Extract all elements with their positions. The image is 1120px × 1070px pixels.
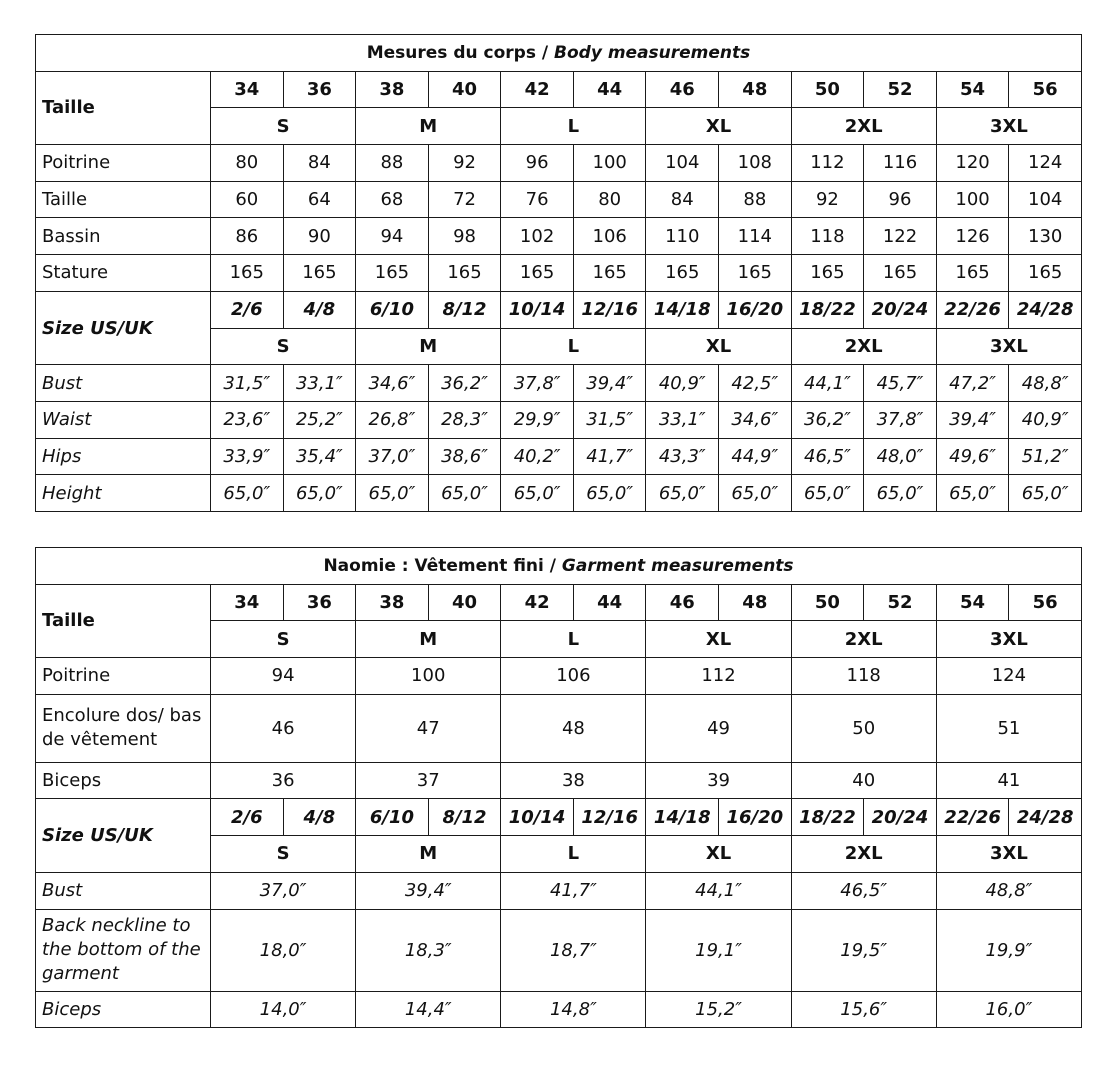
value-cell: 49	[646, 694, 791, 762]
value-cell: 48,8″	[936, 872, 1081, 909]
value-cell: 40,2″	[501, 438, 574, 475]
value-cell: 88	[719, 181, 792, 218]
value-cell: 122	[864, 218, 937, 255]
value-cell: 40	[791, 762, 936, 799]
row-label: Bassin	[36, 218, 211, 255]
us-size-cell: 24/28	[1009, 799, 1082, 836]
value-cell: 104	[646, 145, 719, 182]
letter-size: S	[211, 328, 356, 365]
value-cell: 165	[283, 255, 356, 292]
value-cell: 18,3″	[356, 909, 501, 991]
value-cell: 37,0″	[356, 438, 429, 475]
value-cell: 44,9″	[719, 438, 792, 475]
value-cell: 36,2″	[791, 401, 864, 438]
size-cell: 36	[283, 71, 356, 108]
value-cell: 118	[791, 218, 864, 255]
us-size-cell: 6/10	[356, 291, 429, 328]
us-size-cell: 4/8	[283, 799, 356, 836]
size-cell: 38	[356, 71, 429, 108]
value-cell: 165	[1009, 255, 1082, 292]
row-label: Waist	[36, 401, 211, 438]
table-title	[36, 35, 1082, 72]
value-cell: 37,8″	[864, 401, 937, 438]
value-cell: 165	[864, 255, 937, 292]
size-cell: 44	[573, 71, 646, 108]
value-cell: 47	[356, 694, 501, 762]
value-cell: 165	[719, 255, 792, 292]
value-cell: 165	[791, 255, 864, 292]
value-cell: 43,3″	[646, 438, 719, 475]
value-cell: 165	[501, 255, 574, 292]
table-row	[36, 475, 1082, 512]
value-cell: 112	[791, 145, 864, 182]
table-row	[36, 255, 1082, 292]
value-cell: 49,6″	[936, 438, 1009, 475]
size-cell: 42	[501, 584, 574, 621]
value-cell: 65,0″	[283, 475, 356, 512]
value-cell: 38,6″	[428, 438, 501, 475]
value-cell: 51	[936, 694, 1081, 762]
row-label: Bust	[36, 365, 211, 402]
value-cell: 76	[501, 181, 574, 218]
letter-size: L	[501, 328, 646, 365]
us-size-cell: 4/8	[283, 291, 356, 328]
row-label: Taille	[36, 181, 211, 218]
table-row	[36, 365, 1082, 402]
letter-size: M	[356, 836, 501, 873]
size-cell: 34	[211, 71, 284, 108]
table-row	[36, 872, 1082, 909]
us-size-cell: 2/6	[211, 799, 284, 836]
value-cell: 48,0″	[864, 438, 937, 475]
imperial-rows	[36, 872, 1082, 1027]
us-size-cell: 16/20	[719, 291, 792, 328]
row-label: Poitrine	[36, 145, 211, 182]
table-row	[36, 401, 1082, 438]
us-size-cell: 2/6	[211, 291, 284, 328]
letter-size: S	[211, 621, 356, 658]
size-cell: 40	[428, 584, 501, 621]
letter-size: 3XL	[936, 621, 1081, 658]
taille-label: Taille	[36, 584, 211, 657]
value-cell: 15,2″	[646, 991, 791, 1028]
row-label: Hips	[36, 438, 211, 475]
us-size-cell: 10/14	[501, 799, 574, 836]
size-cell: 56	[1009, 584, 1082, 621]
row-label: Stature	[36, 255, 211, 292]
value-cell: 37,8″	[501, 365, 574, 402]
value-cell: 94	[211, 658, 356, 695]
value-cell: 165	[356, 255, 429, 292]
size-cell: 50	[791, 71, 864, 108]
value-cell: 18,7″	[501, 909, 646, 991]
letter-size: XL	[646, 108, 791, 145]
row-label: Biceps	[36, 762, 211, 799]
size-cell: 54	[936, 584, 1009, 621]
value-cell: 94	[356, 218, 429, 255]
table-row	[36, 991, 1082, 1028]
value-cell: 31,5″	[573, 401, 646, 438]
value-cell: 65,0″	[501, 475, 574, 512]
value-cell: 19,5″	[791, 909, 936, 991]
value-cell: 34,6″	[356, 365, 429, 402]
value-cell: 65,0″	[864, 475, 937, 512]
us-size-cell: 22/26	[936, 291, 1009, 328]
value-cell: 46,5″	[791, 438, 864, 475]
value-cell: 33,1″	[283, 365, 356, 402]
value-cell: 92	[428, 145, 501, 182]
us-size-cell: 18/22	[791, 291, 864, 328]
value-cell: 120	[936, 145, 1009, 182]
value-cell: 86	[211, 218, 284, 255]
metric-rows	[36, 658, 1082, 799]
size-cell: 50	[791, 584, 864, 621]
letter-size: 2XL	[791, 621, 936, 658]
size-cell: 48	[719, 584, 792, 621]
value-cell: 40,9″	[646, 365, 719, 402]
us-size-cell: 22/26	[936, 799, 1009, 836]
value-cell: 48	[501, 694, 646, 762]
size-cell: 38	[356, 584, 429, 621]
size-cell: 56	[1009, 71, 1082, 108]
table-row	[36, 762, 1082, 799]
letter-size: M	[356, 621, 501, 658]
value-cell: 29,9″	[501, 401, 574, 438]
row-label: Height	[36, 475, 211, 512]
value-cell: 36,2″	[428, 365, 501, 402]
row-label: Back neckline to the bottom of the garment	[36, 909, 211, 991]
letter-size: M	[356, 328, 501, 365]
table-title	[36, 548, 1082, 585]
table-row	[36, 694, 1082, 762]
value-cell: 36	[211, 762, 356, 799]
value-cell: 65,0″	[936, 475, 1009, 512]
value-cell: 37,0″	[211, 872, 356, 909]
letter-size: XL	[646, 621, 791, 658]
letter-size: 3XL	[936, 836, 1081, 873]
value-cell: 46,5″	[791, 872, 936, 909]
table-row	[36, 145, 1082, 182]
value-cell: 65,0″	[428, 475, 501, 512]
table-row	[36, 658, 1082, 695]
size-cell: 52	[864, 71, 937, 108]
us-size-cell: 16/20	[719, 799, 792, 836]
letter-size: S	[211, 108, 356, 145]
metric-rows	[36, 145, 1082, 292]
value-cell: 124	[936, 658, 1081, 695]
value-cell: 16,0″	[936, 991, 1081, 1028]
us-size-cell: 8/12	[428, 799, 501, 836]
value-cell: 98	[428, 218, 501, 255]
title-en: Body measurements	[554, 42, 751, 63]
value-cell: 72	[428, 181, 501, 218]
table-row	[36, 909, 1082, 991]
value-cell: 39	[646, 762, 791, 799]
value-cell: 33,9″	[211, 438, 284, 475]
value-cell: 31,5″	[211, 365, 284, 402]
letter-size: M	[356, 108, 501, 145]
value-cell: 19,1″	[646, 909, 791, 991]
table-row	[36, 181, 1082, 218]
size-cell: 48	[719, 71, 792, 108]
value-cell: 50	[791, 694, 936, 762]
value-cell: 80	[573, 181, 646, 218]
value-cell: 14,0″	[211, 991, 356, 1028]
value-cell: 106	[573, 218, 646, 255]
value-cell: 65,0″	[646, 475, 719, 512]
us-size-cell: 8/12	[428, 291, 501, 328]
value-cell: 51,2″	[1009, 438, 1082, 475]
size-cell: 46	[646, 584, 719, 621]
size-cell: 54	[936, 71, 1009, 108]
letter-size: 2XL	[791, 836, 936, 873]
value-cell: 47,2″	[936, 365, 1009, 402]
value-cell: 165	[428, 255, 501, 292]
value-cell: 14,8″	[501, 991, 646, 1028]
value-cell: 48,8″	[1009, 365, 1082, 402]
value-cell: 100	[356, 658, 501, 695]
value-cell: 39,4″	[573, 365, 646, 402]
value-cell: 124	[1009, 145, 1082, 182]
value-cell: 68	[356, 181, 429, 218]
value-cell: 65,0″	[211, 475, 284, 512]
value-cell: 19,9″	[936, 909, 1081, 991]
letter-size: L	[501, 108, 646, 145]
value-cell: 18,0″	[211, 909, 356, 991]
value-cell: 41,7″	[501, 872, 646, 909]
value-cell: 34,6″	[719, 401, 792, 438]
value-cell: 25,2″	[283, 401, 356, 438]
value-cell: 60	[211, 181, 284, 218]
value-cell: 37	[356, 762, 501, 799]
us-size-label: Size US/UK	[36, 799, 211, 872]
letter-size: L	[501, 836, 646, 873]
us-size-label: Size US/UK	[36, 291, 211, 364]
letter-size: S	[211, 836, 356, 873]
size-cell: 34	[211, 584, 284, 621]
value-cell: 14,4″	[356, 991, 501, 1028]
value-cell: 102	[501, 218, 574, 255]
value-cell: 84	[646, 181, 719, 218]
garment-measurements-table	[35, 547, 1082, 1028]
us-size-cell: 10/14	[501, 291, 574, 328]
value-cell: 165	[211, 255, 284, 292]
value-cell: 33,1″	[646, 401, 719, 438]
value-cell: 45,7″	[864, 365, 937, 402]
value-cell: 28,3″	[428, 401, 501, 438]
value-cell: 106	[501, 658, 646, 695]
value-cell: 23,6″	[211, 401, 284, 438]
us-size-cell: 20/24	[864, 799, 937, 836]
size-cell: 44	[573, 584, 646, 621]
value-cell: 112	[646, 658, 791, 695]
value-cell: 96	[864, 181, 937, 218]
size-cell: 40	[428, 71, 501, 108]
value-cell: 65,0″	[791, 475, 864, 512]
us-size-cell: 12/16	[573, 291, 646, 328]
letter-size: 2XL	[791, 108, 936, 145]
letter-size: L	[501, 621, 646, 658]
row-label: Encolure dos/ bas de vêtement	[36, 694, 211, 762]
imperial-rows	[36, 365, 1082, 512]
value-cell: 40,9″	[1009, 401, 1082, 438]
value-cell: 84	[283, 145, 356, 182]
value-cell: 108	[719, 145, 792, 182]
body-measurements-table	[35, 34, 1082, 512]
size-cell: 42	[501, 71, 574, 108]
value-cell: 26,8″	[356, 401, 429, 438]
row-label: Biceps	[36, 991, 211, 1028]
value-cell: 165	[646, 255, 719, 292]
value-cell: 88	[356, 145, 429, 182]
value-cell: 39,4″	[936, 401, 1009, 438]
value-cell: 118	[791, 658, 936, 695]
value-cell: 41,7″	[573, 438, 646, 475]
letter-size: 2XL	[791, 328, 936, 365]
letter-size: XL	[646, 328, 791, 365]
value-cell: 44,1″	[791, 365, 864, 402]
value-cell: 44,1″	[646, 872, 791, 909]
us-size-cell: 14/18	[646, 291, 719, 328]
us-size-cell: 14/18	[646, 799, 719, 836]
title-fr: Mesures du corps /	[366, 42, 555, 63]
title-en: Garment measurements	[561, 555, 794, 576]
title-fr: Naomie : Vêtement fini /	[323, 555, 562, 576]
value-cell: 65,0″	[356, 475, 429, 512]
us-size-cell: 6/10	[356, 799, 429, 836]
table-row	[36, 438, 1082, 475]
value-cell: 39,4″	[356, 872, 501, 909]
value-cell: 116	[864, 145, 937, 182]
value-cell: 42,5″	[719, 365, 792, 402]
value-cell: 38	[501, 762, 646, 799]
taille-label: Taille	[36, 71, 211, 144]
value-cell: 65,0″	[573, 475, 646, 512]
value-cell: 104	[1009, 181, 1082, 218]
value-cell: 165	[936, 255, 1009, 292]
value-cell: 126	[936, 218, 1009, 255]
value-cell: 80	[211, 145, 284, 182]
row-label: Bust	[36, 872, 211, 909]
value-cell: 90	[283, 218, 356, 255]
letter-size: 3XL	[936, 108, 1081, 145]
size-cell: 36	[283, 584, 356, 621]
size-cell: 46	[646, 71, 719, 108]
us-size-cell: 12/16	[573, 799, 646, 836]
value-cell: 64	[283, 181, 356, 218]
value-cell: 65,0″	[719, 475, 792, 512]
letter-size: XL	[646, 836, 791, 873]
value-cell: 130	[1009, 218, 1082, 255]
value-cell: 114	[719, 218, 792, 255]
value-cell: 35,4″	[283, 438, 356, 475]
value-cell: 165	[573, 255, 646, 292]
value-cell: 100	[573, 145, 646, 182]
us-size-cell: 24/28	[1009, 291, 1082, 328]
value-cell: 96	[501, 145, 574, 182]
value-cell: 46	[211, 694, 356, 762]
value-cell: 110	[646, 218, 719, 255]
value-cell: 41	[936, 762, 1081, 799]
value-cell: 15,6″	[791, 991, 936, 1028]
value-cell: 65,0″	[1009, 475, 1082, 512]
row-label: Poitrine	[36, 658, 211, 695]
size-cell: 52	[864, 584, 937, 621]
table-row	[36, 218, 1082, 255]
letter-size: 3XL	[936, 328, 1081, 365]
value-cell: 92	[791, 181, 864, 218]
value-cell: 100	[936, 181, 1009, 218]
us-size-cell: 18/22	[791, 799, 864, 836]
us-size-cell: 20/24	[864, 291, 937, 328]
